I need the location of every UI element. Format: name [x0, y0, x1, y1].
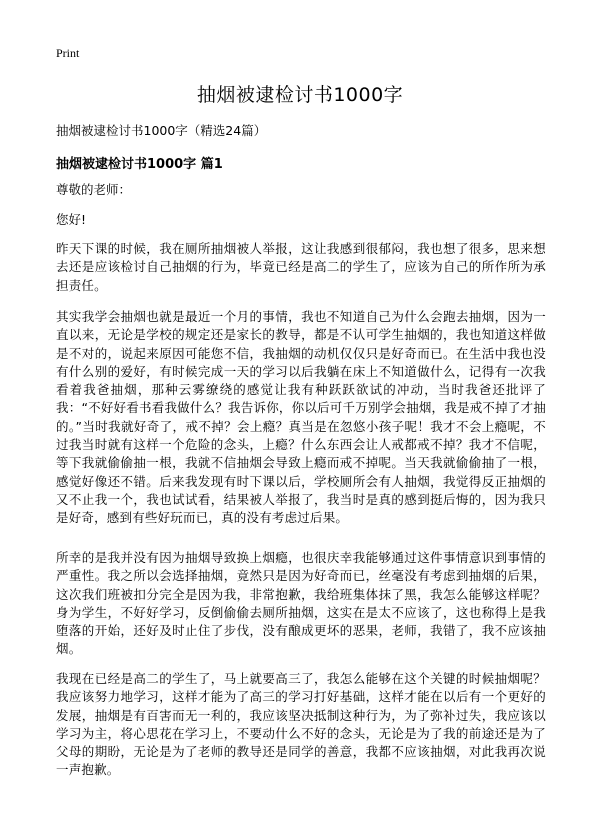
greeting: 您好!: [56, 212, 87, 227]
print-label: Print: [56, 46, 80, 60]
paragraph-1: 昨天下课的时候，我在厕所抽烟被人举报，这让我感到很郁闷，我也想了很多，思来想去还是应该检讨自己抽烟的行为，毕竟已经是高二的学生了，应该为自己的所作所为承担责任。: [56, 241, 546, 293]
paragraph-4: 我现在已经是高二的学生了，马上就要高三了，我怎么能够在这个关键的时候抽烟呢？我应该努力地学习，这样才能为了高三的学习打好基础，这样才能在以后有一个更好的发展，抽烟是有百害而无一利的，我应该坚决抵制这种行为，为了弥补过失，我应该以学习为主，将心思花在学习上，不要动什么不好的念头，无论是为了我的前途还是为了父母的期盼，无论是为了老师的教导还是同学的善意，我都不应该抽烟，对此我再次说一声抱歉。: [56, 671, 546, 778]
paragraph-3: 所幸的是我并没有因为抽烟导致换上烟瘾，也很庆幸我能够通过这件事情意识到事情的严重性。我之所以会选择抽烟，竟然只是因为好奇而已，丝毫没有考虑到抽烟的后果，这次我们班被扣分完全是因为我，非常抱歉，我给班集体抹了黑，我怎么能够这样呢？身为学生，不好好学习，反倒偷偷去厕所抽烟，这实在是太不应该了，这也称得上是我堕落的开始，还好及时止住了步伐，没有酿成更坏的恶果，老师，我错了，我不应该抽烟。: [56, 550, 546, 657]
section-heading: 抽烟被逮检讨书1000字 篇1: [56, 157, 223, 172]
document-title: 抽烟被逮检讨书1000字: [196, 84, 404, 106]
salutation: 尊敬的老师：: [56, 182, 132, 197]
document-subtitle: 抽烟被逮检讨书1000字（精选24篇）: [56, 123, 267, 138]
paragraph-2: 其实我学会抽烟也就是最近一个月的事情，我也不知道自己为什么会跑去抽烟，因为一直以来，无论是学校的规定还是家长的教导，都是不认可学生抽烟的，我也知道这样做是不对的，说起来原因可能您不信，我抽烟的动机仅仅只是好奇而已。在生活中我也没有什么别的爱好，有时候完成一天的学习以后我躺在床上不知道做什么，记得有一次我看着我爸抽烟，那种云雾缭绕的感觉让我有种跃跃欲试的冲动，当时我爸还批评了我：“不好好看书看我做什么？我告诉你，你以后可千万别学会抽烟，我是戒不掉了才抽的。”当时我就好奇了，戒不掉？会上瘾？真当是在忽悠小孩子呢！我才不会上瘾呢，不过我当时就有这样一个危险的念头，上瘾？什么东西会让人戒都戒不掉？我才不信呢，等下我就偷偷抽一根，我就不信抽烟会导致上瘾而戒不掉呢。当天我就偷偷抽了一根，感觉好像还不错。后来我发现有时下课以后，学校厕所会有人抽烟，我觉得反正抽烟的又不止我一个，我也试试看，结果被人举报了，我当时是真的感到挺后悔的，因为我只是好奇，感到有些好玩而已，真的没有考虑过后果。: [56, 309, 546, 526]
